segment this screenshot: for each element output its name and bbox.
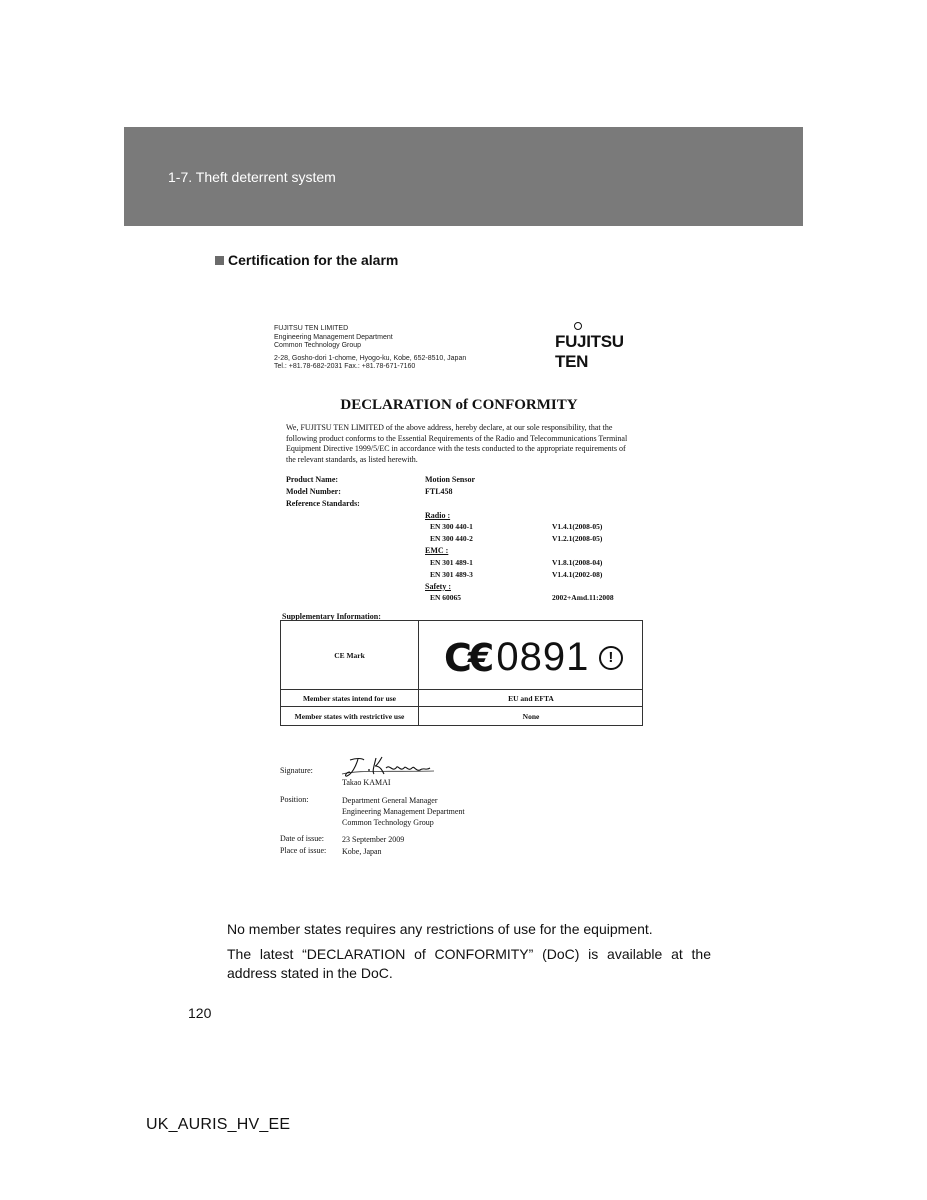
- ce-mark-label: CE Mark: [334, 650, 365, 660]
- standard-code: EN 300 440-1: [430, 522, 473, 531]
- company-department: Engineering Management Department: [274, 333, 393, 341]
- position-label: Position:: [280, 795, 309, 804]
- restrictive-use-value-cell: [419, 707, 643, 725]
- subheading-text: Certification for the alarm: [228, 252, 399, 268]
- safety-label: Safety :: [425, 582, 451, 591]
- standard-code: EN 301 489-3: [430, 570, 473, 579]
- declaration-title: DECLARATION of CONFORMITY: [340, 397, 578, 413]
- doc-availability-line: The latest “DECLARATION of CONFORMITY” (DoC) is available at the: [227, 946, 711, 962]
- supplementary-table: [280, 620, 643, 726]
- supplementary-label: Supplementary Information:: [282, 612, 381, 621]
- reference-standards-label: Reference Standards:: [286, 499, 360, 508]
- restrictive-use-label-cell: [281, 707, 419, 725]
- position-lines: [342, 795, 465, 828]
- member-states-value: EU and EFTA: [508, 693, 554, 703]
- bullet-square-icon: [215, 256, 224, 265]
- signatory-name: Takao KAMAI: [342, 778, 391, 787]
- ce-mark-label-cell: [281, 621, 419, 690]
- place-of-issue-value: Kobe, Japan: [342, 847, 382, 856]
- position-line: Department General Manager: [342, 796, 438, 805]
- footer-document-code: UK_AURIS_HV_EE: [146, 1116, 291, 1133]
- member-states-value-cell: [419, 690, 643, 707]
- date-of-issue-value: 23 September 2009: [342, 835, 405, 844]
- standard-version: V1.2.1(2008-05): [552, 534, 603, 543]
- restriction-note: No member states requires any restrictions of use for the equipment.: [227, 921, 653, 937]
- standard-version: V1.4.1(2008-05): [552, 522, 603, 531]
- company-group: Common Technology Group: [274, 342, 362, 350]
- position-line: Engineering Management Department: [342, 807, 465, 816]
- standard-code: EN 300 440-2: [430, 534, 473, 543]
- company-contact: Tel.: +81.78-682-2031 Fax.: +81.78-671-7160: [274, 363, 416, 371]
- standard-version: V1.4.1(2002-08): [552, 570, 603, 579]
- company-name: FUJITSU TEN LIMITED: [274, 325, 349, 332]
- doc-availability-line: address stated in the DoC.: [227, 965, 393, 981]
- date-of-issue-label: Date of issue:: [280, 834, 324, 843]
- restrictive-use-value: None: [522, 711, 540, 721]
- doc-availability-note: [227, 945, 711, 983]
- restrictive-use-label: Member states with restrictive use: [294, 711, 405, 721]
- member-states-label: Member states intend for use: [302, 693, 397, 703]
- standard-code: EN 60065: [430, 593, 462, 602]
- member-states-label-cell: [281, 690, 419, 707]
- logo-ring-icon: [574, 322, 582, 330]
- standard-code: EN 301 489-1: [430, 558, 473, 567]
- page-number: 120: [188, 1005, 212, 1021]
- logo-text: FUJITSU TEN: [555, 332, 624, 371]
- section-header-band: [124, 127, 803, 226]
- ce-notified-body-number: 0891: [496, 635, 590, 679]
- declaration-document: [260, 315, 660, 895]
- model-number-label: Model Number:: [286, 487, 341, 496]
- alert-circle-icon: !: [599, 646, 623, 670]
- subheading: [215, 252, 398, 268]
- company-address-block: [274, 325, 466, 372]
- standard-version: 2002+Amd.11:2008: [552, 593, 614, 602]
- signature-label: Signature:: [280, 766, 313, 775]
- section-title: 1-7. Theft deterrent system: [168, 169, 336, 185]
- place-of-issue-label: Place of issue:: [280, 846, 327, 855]
- radio-label: Radio :: [425, 511, 451, 520]
- emc-label: EMC :: [425, 546, 449, 555]
- standard-version: V1.8.1(2008-04): [552, 558, 603, 567]
- company-address: 2-28, Gosho-dori 1-chome, Hyogo-ku, Kobe, 652-8510, Japan: [274, 354, 467, 362]
- product-name-label: Product Name:: [286, 475, 339, 484]
- model-number-value: FTL458: [425, 487, 453, 496]
- product-name-value: Motion Sensor: [425, 475, 475, 484]
- ce-symbol: C€: [444, 635, 491, 680]
- declaration-intro: We, FUJITSU TEN LIMITED of the above address, hereby declare, at our sole responsibility, that the following product conforms to the Essential Requirements of the Radio and Telecommunications Terminal Equipment Directive 1999/5/EC in accordance with the tests conducted to the appropriate requirements of the relevant standards, as listed herewith.: [286, 423, 628, 464]
- fujitsu-ten-logo: [555, 332, 660, 372]
- position-line: Common Technology Group: [342, 818, 434, 827]
- ce-mark: [444, 635, 623, 680]
